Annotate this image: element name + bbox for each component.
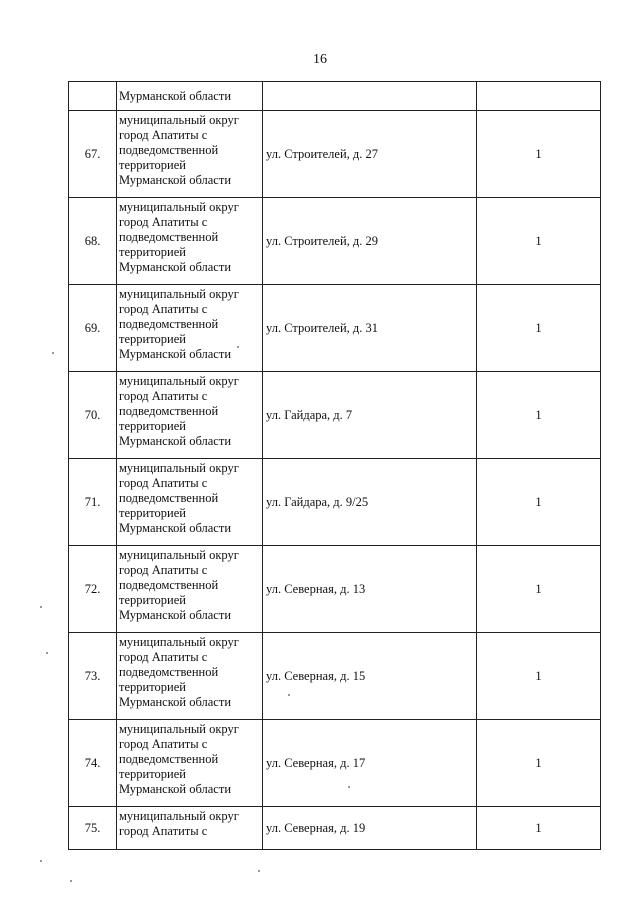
quantity-cell bbox=[477, 82, 601, 111]
quantity-cell: 1 bbox=[477, 807, 601, 850]
municipality-line: Мурманской области bbox=[119, 521, 232, 535]
scan-speck bbox=[46, 652, 48, 654]
municipality-line: муниципальный округ bbox=[119, 461, 239, 475]
municipality-line: территорией bbox=[119, 680, 186, 694]
address-cell: ул. Северная, д. 19 bbox=[263, 807, 477, 850]
quantity-cell: 1 bbox=[477, 459, 601, 546]
address-cell: ул. Северная, д. 15 bbox=[263, 633, 477, 720]
scan-speck bbox=[288, 694, 290, 696]
municipality-line: муниципальный округ bbox=[119, 722, 239, 736]
table-row bbox=[69, 198, 601, 285]
municipality-line: подведомственной bbox=[119, 143, 219, 157]
row-number-cell: 73. bbox=[69, 633, 117, 720]
municipality-line: территорией bbox=[119, 419, 186, 433]
municipality-line: город Апатиты с bbox=[119, 737, 208, 751]
quantity-cell: 1 bbox=[477, 111, 601, 198]
municipality-line: город Апатиты с bbox=[119, 476, 208, 490]
municipality-line: муниципальный округ bbox=[119, 374, 239, 388]
municipality-line: территорией bbox=[119, 767, 186, 781]
address-cell bbox=[263, 82, 477, 111]
table-row bbox=[69, 807, 601, 850]
municipality-cell bbox=[117, 633, 263, 720]
municipality-line: город Апатиты с bbox=[119, 128, 208, 142]
address-cell: ул. Строителей, д. 27 bbox=[263, 111, 477, 198]
table-row bbox=[69, 633, 601, 720]
address-cell: ул. Строителей, д. 29 bbox=[263, 198, 477, 285]
municipality-line: Мурманской области bbox=[119, 260, 232, 274]
municipality-cell bbox=[117, 372, 263, 459]
quantity-cell: 1 bbox=[477, 198, 601, 285]
municipality-line: подведомственной bbox=[119, 230, 219, 244]
municipality-cell bbox=[117, 807, 263, 850]
municipality-line: муниципальный округ bbox=[119, 287, 239, 301]
municipality-line: Мурманской области bbox=[119, 695, 232, 709]
row-number-cell: 68. bbox=[69, 198, 117, 285]
table-row-continuation bbox=[69, 82, 601, 111]
municipality-line: муниципальный округ bbox=[119, 635, 239, 649]
scan-speck bbox=[40, 606, 42, 608]
table-row bbox=[69, 720, 601, 807]
scan-speck bbox=[258, 870, 260, 872]
municipality-line: муниципальный округ bbox=[119, 548, 239, 562]
municipality-line: территорией bbox=[119, 158, 186, 172]
municipality-line: Мурманской области bbox=[119, 347, 232, 361]
table-row bbox=[69, 111, 601, 198]
scan-speck bbox=[237, 346, 239, 348]
municipality-line: подведомственной bbox=[119, 665, 219, 679]
municipality-cell bbox=[117, 546, 263, 633]
row-number-cell: 75. bbox=[69, 807, 117, 850]
table-row bbox=[69, 459, 601, 546]
municipality-cell bbox=[117, 198, 263, 285]
row-number-cell bbox=[69, 82, 117, 111]
municipality-line: Мурманской области bbox=[119, 434, 232, 448]
municipality-line: территорией bbox=[119, 593, 186, 607]
municipality-cell bbox=[117, 459, 263, 546]
municipality-line: город Апатиты с bbox=[119, 215, 208, 229]
address-cell: ул. Северная, д. 13 bbox=[263, 546, 477, 633]
table-row bbox=[69, 372, 601, 459]
table-row bbox=[69, 546, 601, 633]
scan-speck bbox=[40, 860, 42, 862]
scan-speck bbox=[70, 880, 72, 882]
municipality-line: подведомственной bbox=[119, 491, 219, 505]
scan-speck bbox=[348, 786, 350, 788]
municipality-line: муниципальный округ bbox=[119, 809, 239, 823]
municipality-line: город Апатиты с bbox=[119, 824, 208, 838]
municipality-line: Мурманской области bbox=[119, 173, 232, 187]
quantity-cell: 1 bbox=[477, 372, 601, 459]
municipality-cell: Мурманской области bbox=[117, 82, 263, 111]
municipality-line: территорией bbox=[119, 332, 186, 346]
municipality-line: город Апатиты с bbox=[119, 302, 208, 316]
municipality-line: подведомственной bbox=[119, 752, 219, 766]
municipality-line: подведомственной bbox=[119, 317, 219, 331]
municipality-line: подведомственной bbox=[119, 404, 219, 418]
row-number-cell: 69. bbox=[69, 285, 117, 372]
scan-speck bbox=[52, 352, 54, 354]
address-cell: ул. Строителей, д. 31 bbox=[263, 285, 477, 372]
page-number: 16 bbox=[313, 52, 327, 67]
address-cell: ул. Северная, д. 17 bbox=[263, 720, 477, 807]
objects-table bbox=[68, 81, 601, 850]
municipality-line: Мурманской области bbox=[119, 782, 232, 796]
municipality-cell bbox=[117, 111, 263, 198]
municipality-line: город Апатиты с bbox=[119, 650, 208, 664]
quantity-cell: 1 bbox=[477, 633, 601, 720]
municipality-line: Мурманской области bbox=[119, 608, 232, 622]
row-number-cell: 72. bbox=[69, 546, 117, 633]
municipality-line: территорией bbox=[119, 245, 186, 259]
quantity-cell: 1 bbox=[477, 720, 601, 807]
address-cell: ул. Гайдара, д. 7 bbox=[263, 372, 477, 459]
municipality-line: муниципальный округ bbox=[119, 113, 239, 127]
quantity-cell: 1 bbox=[477, 285, 601, 372]
row-number-cell: 70. bbox=[69, 372, 117, 459]
address-cell: ул. Гайдара, д. 9/25 bbox=[263, 459, 477, 546]
row-number-cell: 74. bbox=[69, 720, 117, 807]
municipality-line: город Апатиты с bbox=[119, 389, 208, 403]
quantity-cell: 1 bbox=[477, 546, 601, 633]
row-number-cell: 67. bbox=[69, 111, 117, 198]
municipality-cell bbox=[117, 285, 263, 372]
municipality-line: территорией bbox=[119, 506, 186, 520]
municipality-line: подведомственной bbox=[119, 578, 219, 592]
municipality-line: город Апатиты с bbox=[119, 563, 208, 577]
table-row bbox=[69, 285, 601, 372]
municipality-line: муниципальный округ bbox=[119, 200, 239, 214]
row-number-cell: 71. bbox=[69, 459, 117, 546]
municipality-cell bbox=[117, 720, 263, 807]
